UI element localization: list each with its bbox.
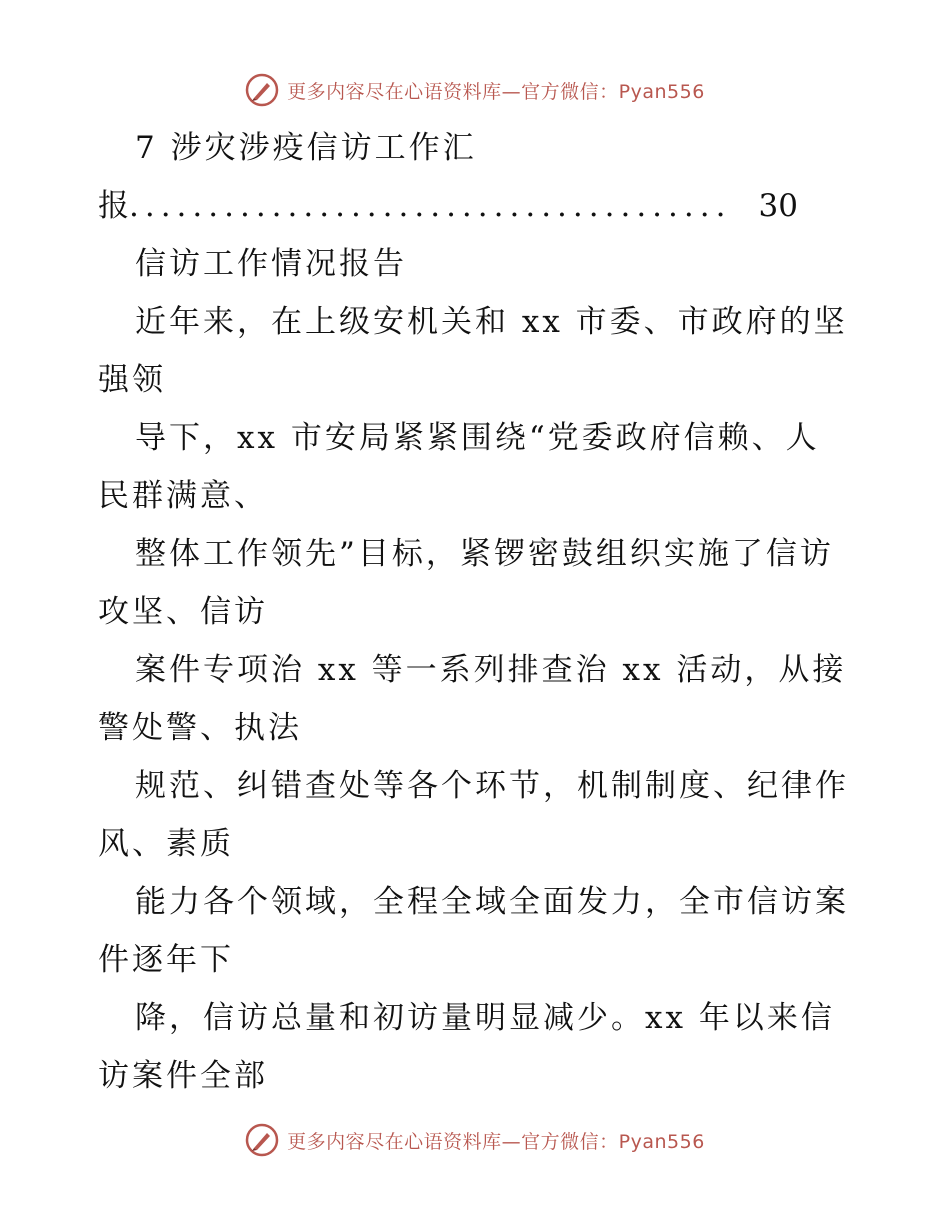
body-line: 降，信访总量和初访量明显减少。xx 年以来信: [135, 1000, 835, 1036]
toc-leader-dots: ......................................: [129, 188, 732, 224]
body-line: 导下，xx 市安局紧紧围绕“党委政府信赖、人: [135, 420, 820, 456]
body-line: 能力各个领域，全程全域全面发力，全市信访案: [135, 884, 849, 920]
toc-page-number: 30: [758, 188, 798, 224]
pen-logo-icon: [245, 1123, 279, 1157]
body-line: 规范、纠错查处等各个环节，机制制度、纪律作: [135, 768, 849, 804]
section-title: 信访工作情况报告: [135, 246, 407, 282]
header-watermark: [0, 70, 950, 110]
body-line: 攻坚、信访: [98, 594, 268, 630]
body-line: 访案件全部: [98, 1058, 268, 1094]
watermark-text: 更多内容尽在心语资料库—官方微信：Pyan556: [287, 1130, 705, 1153]
body-line: 案件专项治 xx 等一系列排查治 xx 活动，从接: [135, 652, 847, 688]
toc-entry-title-cont: 报: [98, 188, 129, 224]
watermark-text: 更多内容尽在心语资料库—官方微信：Pyan556: [287, 80, 705, 103]
body-line: 近年来，在上级安机关和 xx 市委、市政府的坚: [135, 304, 848, 340]
toc-entry-row: [98, 186, 798, 226]
body-line: 民群满意、: [98, 478, 268, 514]
body-line: 件逐年下: [98, 942, 234, 978]
body-line: 强领: [98, 362, 166, 398]
body-line: 整体工作领先”目标，紧锣密鼓组织实施了信访: [135, 536, 834, 572]
pen-logo-icon: [245, 73, 279, 107]
toc-entry-title: 7 涉灾涉疫信访工作汇: [135, 130, 477, 166]
body-line: 警处警、执法: [98, 710, 302, 746]
footer-watermark: [0, 1120, 950, 1160]
body-line: 风、素质: [98, 826, 234, 862]
